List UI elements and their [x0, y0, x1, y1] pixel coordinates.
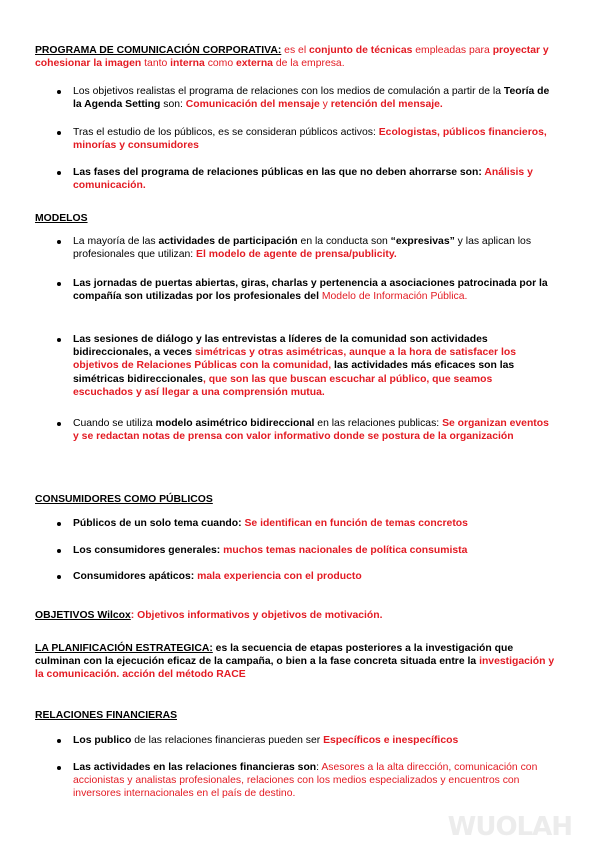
item-text: modelo asimétrico bidireccional [155, 418, 315, 429]
list-item [73, 517, 553, 530]
planificacion-section [35, 642, 555, 682]
programa-text-5: tanto [141, 58, 171, 70]
modelos-heading: MODELOS [35, 213, 88, 224]
list-item [73, 333, 553, 399]
item-text: en las relaciones publicas: [314, 418, 443, 429]
planificacion-text-1: es la secuencia de etapas posteriores a la investigación que culminan con la ejecución eficaz de la campaña, o bien a la fase concreta situada entre la [35, 643, 514, 668]
list-item [73, 85, 553, 111]
item-text: Comunicación del mensaje [185, 99, 320, 111]
item-text: mala experiencia con el producto [197, 571, 362, 582]
planificacion-text-2: investigación y la comunicación. acción del método RACE [35, 656, 555, 681]
item-text: Análisis y comunicación. [73, 167, 533, 192]
programa-text-3: empleadas para [412, 45, 493, 56]
item-text: simétricas y otras asimétricas, aunque a la hora de satisfacer los objetivos de Relaciones Públicas con la comunidad, [73, 347, 516, 372]
objetivos-text: Objetivos informativos y objetivos de motivación. [137, 610, 383, 621]
item-text: Las actividades en las relaciones financieras son [73, 762, 317, 773]
programa-text-6: interna [170, 58, 205, 70]
item-text: de las relaciones financieras pueden ser [131, 735, 324, 746]
financieras-heading: RELACIONES FINANCIERAS [35, 710, 178, 721]
consumidores-list-2 [73, 544, 553, 557]
item-text: las actividades más eficaces son las simétricas bidireccionales [73, 360, 515, 385]
programa-text-9: de la empresa. [272, 58, 345, 70]
item-text: Consumidores apáticos: [73, 571, 198, 582]
modelos-list-4 [73, 417, 553, 443]
list-item [73, 734, 553, 747]
financieras-list-2 [73, 761, 553, 801]
objetivos-sep: : [130, 610, 138, 621]
list-item [73, 126, 553, 152]
consumidores-list-3 [73, 570, 553, 583]
item-text: Los publico [73, 735, 132, 746]
modelos-list-3 [73, 333, 553, 399]
item-text: Teoría de la Agenda Setting [73, 86, 550, 111]
item-text: retención del mensaje. [330, 99, 443, 111]
item-text: , que son las que buscan escuchar al público, que seamos escuchados y así llegar a una comprensión mutua. [73, 373, 493, 398]
wuolah-watermark: WUOLAH [447, 811, 572, 842]
list-item [73, 166, 553, 192]
item-text: Las fases del programa de relaciones públicas en las que no deben ahorrarse son: [73, 167, 485, 178]
financieras-list [73, 734, 553, 747]
item-text: Los consumidores generales: [73, 545, 224, 556]
item-text: La mayoría de las [73, 236, 159, 247]
financieras-section [35, 709, 555, 722]
list-item [73, 570, 553, 583]
item-text: Específicos e inespecíficos [323, 735, 459, 746]
programa-text-8: externa [236, 58, 273, 70]
modelos-list-2 [73, 277, 553, 303]
item-text: Cuando se utiliza [73, 418, 156, 429]
item-text: Tras el estudio de los públicos, es se consideran públicos activos: [73, 127, 379, 138]
item-text: en la conducta son [297, 236, 391, 247]
list-item [73, 235, 553, 261]
programa-text-1: es el [281, 45, 310, 56]
programa-heading: PROGRAMA DE COMUNICACIÓN CORPORATIVA: [35, 45, 282, 56]
item-text: Las jornadas de puertas abiertas, giras, charlas y pertenencia a asociaciones patrocinada por la compañía son utilizadas por los profesionales del [73, 278, 548, 303]
planificacion-heading: LA PLANIFICACIÓN ESTRATEGICA: [35, 643, 213, 654]
programa-text-7: como [204, 58, 236, 70]
item-text: muchos temas nacionales de política consumista [223, 545, 468, 556]
consumidores-section [35, 493, 555, 506]
programa-list [73, 85, 553, 111]
list-item [73, 417, 553, 443]
programa-list-2 [73, 126, 553, 152]
item-text: Se organizan eventos y se redactan notas de prensa con valor informativo donde se postura de la organización [73, 418, 549, 443]
item-text: Los objetivos realistas el programa de relaciones con los medios de comulación a partir de la [73, 86, 504, 97]
objetivos-section [35, 609, 555, 622]
list-item [73, 761, 553, 801]
programa-text-4: proyectar y cohesionar la imagen [35, 45, 549, 70]
modelos-section [35, 212, 555, 225]
programa-list-3 [73, 166, 553, 192]
item-text: Asesores a la alta dirección, comunicación con accionistas y analistas profesionales, relaciones con los medios especializados y encuentros con inversores internacionales en el país de destino. [73, 762, 538, 800]
item-text: Ecologistas, públicos financieros, minorías y consumidores [73, 127, 547, 152]
programa-intro [35, 44, 555, 70]
item-text: “expresivas” [390, 236, 455, 247]
item-text: El modelo de agente de prensa/publicity. [196, 249, 397, 261]
item-text: y [319, 99, 331, 111]
objetivos-heading: OBJETIVOS Wilcox [35, 610, 131, 621]
consumidores-heading: CONSUMIDORES COMO PÚBLICOS [35, 494, 213, 505]
item-text: son: [160, 99, 186, 111]
list-item [73, 277, 553, 303]
list-item [73, 544, 553, 557]
item-text: Públicos de un solo tema cuando: [73, 518, 245, 529]
programa-text-2: conjunto de técnicas [309, 45, 413, 56]
item-text: Modelo de Información Pública. [321, 291, 468, 303]
consumidores-list [73, 517, 553, 530]
item-text: actividades de participación [158, 236, 298, 247]
item-text: y las aplican los profesionales que utilizan: [73, 236, 532, 261]
item-text: Las sesiones de diálogo y las entrevistas a líderes de la comunidad son actividades bidireccionales, a veces [73, 334, 488, 359]
modelos-list [73, 235, 553, 261]
item-text: : [316, 762, 322, 773]
item-text: Se identifican en función de temas concretos [244, 518, 468, 529]
